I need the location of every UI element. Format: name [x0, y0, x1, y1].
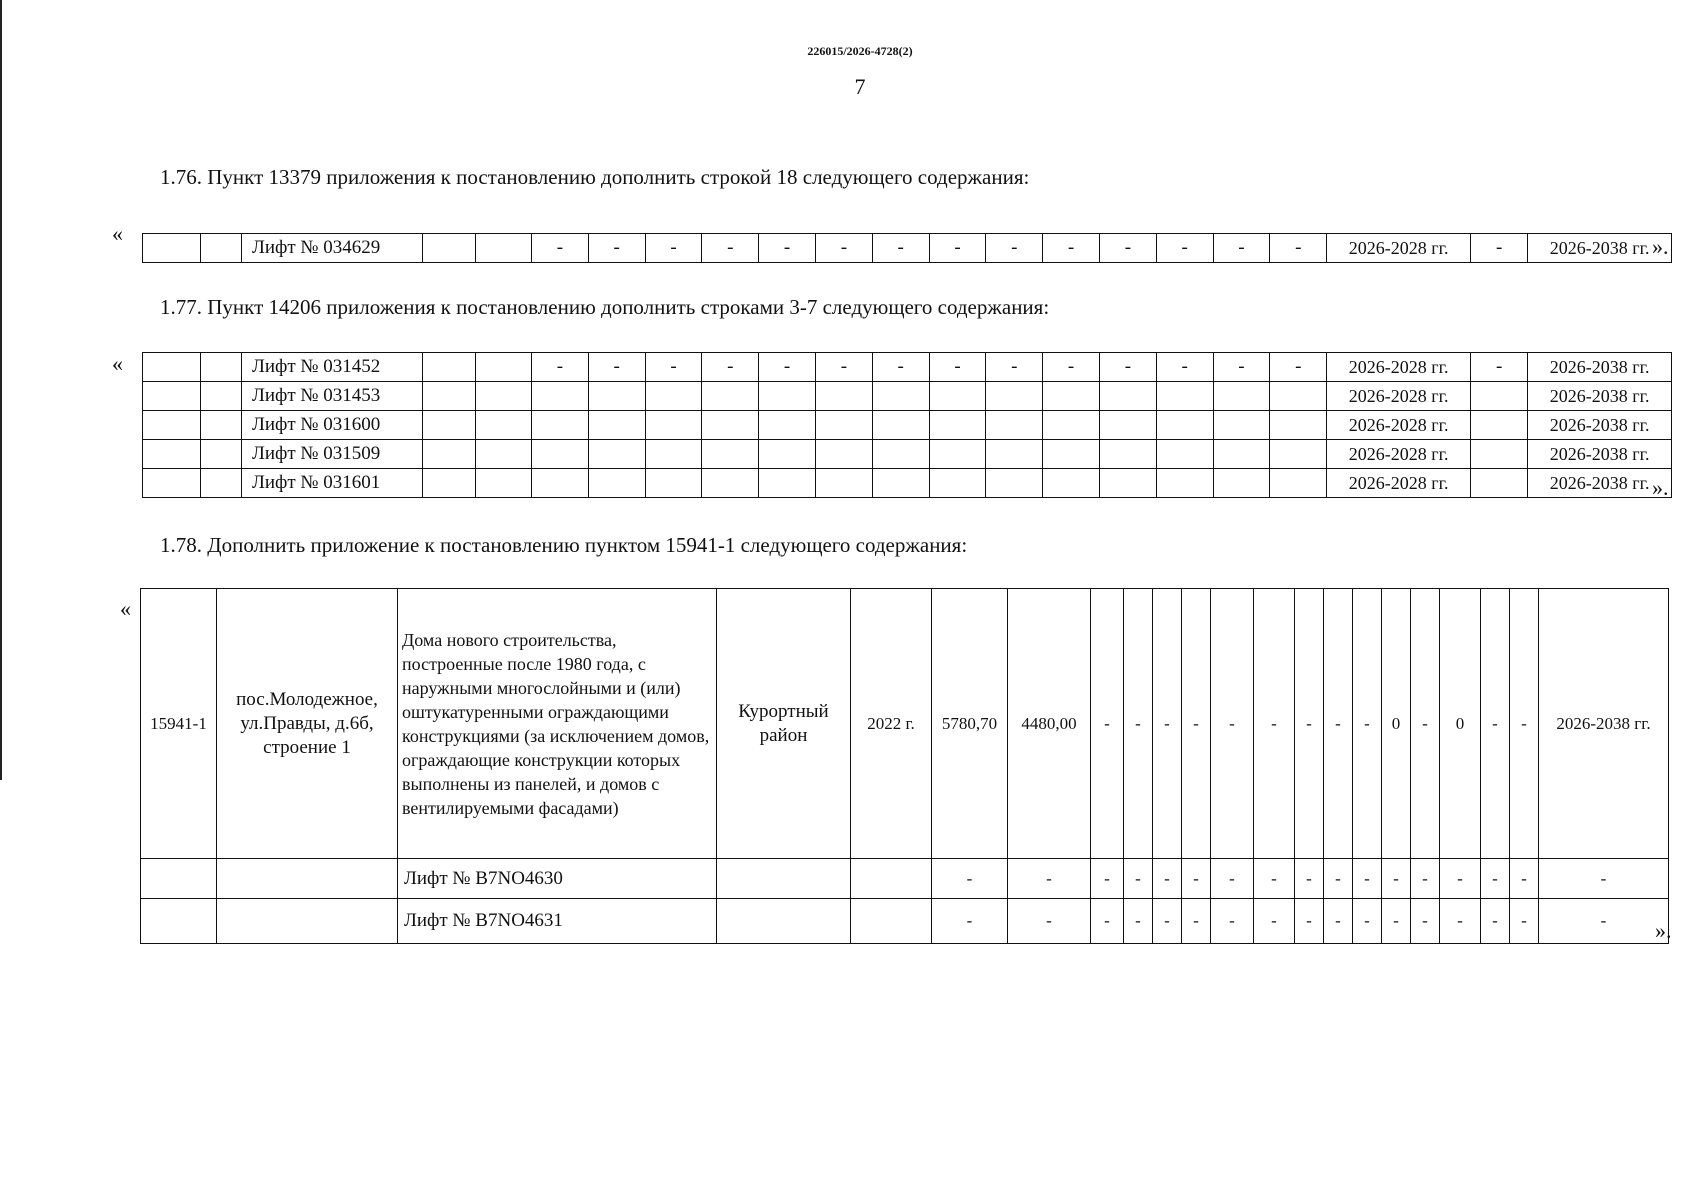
area-cell: 4480,00	[1008, 589, 1091, 859]
table-cell	[645, 411, 702, 440]
period-cell: 2026-2038 гг.	[1528, 469, 1672, 498]
table-cell: -	[1211, 859, 1254, 899]
table-cell	[423, 234, 476, 263]
table-cell	[201, 469, 242, 498]
table-cell: -	[1481, 899, 1510, 944]
table-cell	[1099, 411, 1156, 440]
table-1-77	[142, 352, 1672, 498]
table-cell	[759, 411, 816, 440]
table-cell: -	[532, 353, 589, 382]
table-cell: -	[1440, 859, 1481, 899]
table-row	[143, 411, 1672, 440]
close-quote: ».	[1655, 918, 1672, 943]
table-cell	[702, 469, 759, 498]
table-cell	[1213, 382, 1270, 411]
table-cell	[815, 382, 872, 411]
period-cell: 2026-2038 гг.	[1528, 234, 1672, 263]
table-cell: -	[1182, 899, 1211, 944]
table-cell: -	[1382, 859, 1411, 899]
table-cell: -	[1213, 353, 1270, 382]
table-cell: -	[1099, 234, 1156, 263]
table-cell	[872, 382, 929, 411]
table-cell: -	[986, 234, 1043, 263]
open-quote: «	[112, 351, 123, 376]
table-cell	[1471, 469, 1528, 498]
table-cell: -	[1324, 899, 1353, 944]
table-cell: -	[759, 234, 816, 263]
table-cell	[815, 469, 872, 498]
district-cell: Курортный район	[717, 589, 851, 859]
table-cell: -	[1295, 589, 1324, 859]
table-cell	[986, 382, 1043, 411]
lift-name-cell: Лифт № B7NO4630	[398, 859, 717, 899]
table-cell	[872, 411, 929, 440]
table-cell	[1156, 411, 1213, 440]
area-cell: -	[932, 899, 1008, 944]
table-cell: -	[1182, 859, 1211, 899]
table-cell	[759, 440, 816, 469]
table-cell	[645, 440, 702, 469]
table-cell: -	[1043, 353, 1100, 382]
table-cell: -	[1353, 859, 1382, 899]
table-cell	[1213, 469, 1270, 498]
period-cell: 2026-2038 гг.	[1528, 382, 1672, 411]
description-cell: Дома нового строительства, построенные после 1980 года, с наружными многослойными и (или) оштукатуренными ограждающими конструкциями (за исключением домов, ограждающие конструкции которых выполнены из панелей, и домов с вентилируемыми фасадами)	[398, 589, 717, 859]
table-row	[143, 234, 1672, 263]
table-cell	[872, 440, 929, 469]
lift-name-cell: Лифт № 031453	[242, 382, 423, 411]
table-cell: -	[1295, 899, 1324, 944]
table-cell	[1043, 382, 1100, 411]
table-cell	[717, 899, 851, 944]
table-cell: -	[815, 353, 872, 382]
close-quote: ».	[1652, 475, 1669, 500]
table-cell	[1043, 440, 1100, 469]
table-cell	[1099, 382, 1156, 411]
table-cell	[1270, 440, 1327, 469]
open-quote: «	[120, 596, 131, 621]
table-cell	[851, 899, 932, 944]
table-cell: -	[1440, 899, 1481, 944]
table-cell	[217, 899, 398, 944]
period-cell: 2026-2038 гг.	[1528, 353, 1672, 382]
table-cell: -	[1124, 859, 1153, 899]
period-cell: 2026-2038 гг.	[1528, 440, 1672, 469]
table-cell	[1270, 382, 1327, 411]
table-cell: -	[1043, 234, 1100, 263]
table-cell	[815, 440, 872, 469]
table-cell	[1471, 382, 1528, 411]
table-cell: -	[1382, 899, 1411, 944]
table-cell: -	[1091, 589, 1124, 859]
period-cell: 2026-2028 гг.	[1327, 382, 1471, 411]
table-cell: -	[1411, 899, 1440, 944]
table-cell	[1471, 440, 1528, 469]
table-cell: -	[1254, 899, 1295, 944]
table-cell: -	[1156, 353, 1213, 382]
address-cell: пос.Молодежное, ул.Правды, д.6б, строение 1	[217, 589, 398, 859]
table-cell: -	[1153, 899, 1182, 944]
table-cell	[759, 382, 816, 411]
table-row	[141, 899, 1669, 944]
table-cell	[141, 859, 217, 899]
table-cell	[717, 859, 851, 899]
table-cell	[201, 234, 242, 263]
table-row	[141, 859, 1669, 899]
table-cell: -	[532, 234, 589, 263]
table-cell: -	[815, 234, 872, 263]
table-cell: -	[1153, 589, 1182, 859]
table-cell: -	[1124, 589, 1153, 859]
period-cell: 2026-2028 гг.	[1327, 353, 1471, 382]
table-cell	[423, 411, 476, 440]
table-cell	[645, 382, 702, 411]
lift-name-cell: Лифт № 031452	[242, 353, 423, 382]
table-cell	[702, 382, 759, 411]
table-cell: -	[1353, 899, 1382, 944]
table-cell	[1270, 469, 1327, 498]
period-cell: 2026-2028 гг.	[1327, 469, 1471, 498]
table-cell	[588, 382, 645, 411]
area-cell: -	[1008, 899, 1091, 944]
table-cell: -	[1153, 859, 1182, 899]
table-cell	[929, 440, 986, 469]
period-cell: 2026-2028 гг.	[1327, 411, 1471, 440]
table-cell	[588, 469, 645, 498]
table-cell: -	[1481, 589, 1510, 859]
table-cell: -	[645, 234, 702, 263]
paragraph-1-77: 1.77. Пункт 14206 приложения к постановлению дополнить строками 3-7 следующего содержания:	[160, 295, 1050, 319]
table-cell	[986, 411, 1043, 440]
table-cell: -	[986, 353, 1043, 382]
paragraph-1-76: 1.76. Пункт 13379 приложения к постановлению дополнить строкой 18 следующего содержания:	[160, 165, 1030, 189]
table-cell	[759, 469, 816, 498]
table-cell	[1043, 411, 1100, 440]
table-cell	[851, 859, 932, 899]
lift-name-cell: Лифт № 031509	[242, 440, 423, 469]
table-cell	[423, 469, 476, 498]
table-cell	[1213, 411, 1270, 440]
table-cell: -	[1270, 234, 1327, 263]
table-cell: -	[929, 353, 986, 382]
table-cell	[141, 899, 217, 944]
item-number-cell: 15941-1	[141, 589, 217, 859]
table-cell: -	[1324, 589, 1353, 859]
table-cell: -	[1510, 859, 1539, 899]
table-cell: 0	[1440, 589, 1481, 859]
table-cell	[476, 440, 532, 469]
table-cell: -	[1270, 353, 1327, 382]
year-cell: 2022 г.	[851, 589, 932, 859]
table-cell: -	[1510, 589, 1539, 859]
table-cell	[1156, 469, 1213, 498]
area-cell: -	[932, 859, 1008, 899]
area-cell: 5780,70	[932, 589, 1008, 859]
table-cell: -	[759, 353, 816, 382]
table-row	[143, 382, 1672, 411]
table-cell	[702, 411, 759, 440]
table-cell	[588, 411, 645, 440]
table-cell	[143, 382, 201, 411]
lift-name-cell: Лифт № 031600	[242, 411, 423, 440]
table-cell	[532, 382, 589, 411]
table-cell	[929, 411, 986, 440]
lift-name-cell: Лифт № 031601	[242, 469, 423, 498]
table-cell	[1213, 440, 1270, 469]
table-cell	[143, 440, 201, 469]
period-cell: 2026-2038 гг.	[1528, 411, 1672, 440]
table-cell	[986, 469, 1043, 498]
table-cell	[201, 353, 242, 382]
table-cell	[1270, 411, 1327, 440]
area-cell: -	[1008, 859, 1091, 899]
lift-name-cell: Лифт № B7NO4631	[398, 899, 717, 944]
table-cell: -	[1353, 589, 1382, 859]
table-cell	[143, 411, 201, 440]
table-cell: -	[1481, 859, 1510, 899]
table-cell: -	[1091, 899, 1124, 944]
table-cell	[929, 469, 986, 498]
table-cell: -	[702, 234, 759, 263]
table-cell	[1156, 382, 1213, 411]
table-cell: -	[588, 353, 645, 382]
table-row	[143, 440, 1672, 469]
table-cell: -	[1471, 353, 1528, 382]
table-cell	[1099, 440, 1156, 469]
table-cell	[201, 411, 242, 440]
table-cell	[476, 353, 532, 382]
period-cell: 2026-2028 гг.	[1327, 440, 1471, 469]
table-cell: -	[1091, 859, 1124, 899]
table-cell: -	[872, 234, 929, 263]
table-cell	[143, 353, 201, 382]
table-cell: -	[1124, 899, 1153, 944]
table-cell: -	[645, 353, 702, 382]
table-cell: -	[702, 353, 759, 382]
table-cell	[1099, 469, 1156, 498]
table-cell	[532, 469, 589, 498]
table-cell	[815, 411, 872, 440]
table-cell: -	[1411, 859, 1440, 899]
table-cell	[476, 411, 532, 440]
table-cell	[872, 469, 929, 498]
table-cell: -	[1254, 859, 1295, 899]
table-cell	[1156, 440, 1213, 469]
table-cell	[532, 440, 589, 469]
table-cell	[143, 234, 201, 263]
table-cell: -	[1156, 234, 1213, 263]
table-cell	[201, 382, 242, 411]
table-cell: -	[872, 353, 929, 382]
table-cell	[702, 440, 759, 469]
table-cell: -	[1471, 234, 1528, 263]
table-cell	[143, 469, 201, 498]
table-cell: -	[1211, 589, 1254, 859]
table-cell	[1471, 411, 1528, 440]
paragraph-1-78: 1.78. Дополнить приложение к постановлению пунктом 15941-1 следующего содержания:	[160, 533, 968, 557]
table-cell	[423, 382, 476, 411]
table-cell: -	[1295, 859, 1324, 899]
table-cell: -	[1411, 589, 1440, 859]
period-cell: 2026-2028 гг.	[1327, 234, 1471, 263]
table-row	[143, 353, 1672, 382]
period-cell: 2026-2038 гг.	[1539, 589, 1669, 859]
table-cell: -	[1182, 589, 1211, 859]
close-quote: ».	[1652, 234, 1669, 259]
lift-name-cell: Лифт № 034629	[242, 234, 423, 263]
table-cell: -	[1510, 899, 1539, 944]
table-cell: -	[1213, 234, 1270, 263]
table-row	[141, 589, 1669, 859]
table-cell	[588, 440, 645, 469]
table-cell	[532, 411, 589, 440]
period-cell: -	[1539, 859, 1669, 899]
page-edge-line	[0, 0, 2, 780]
table-cell	[476, 382, 532, 411]
table-cell	[476, 234, 532, 263]
open-quote: «	[112, 221, 123, 246]
period-cell: -	[1539, 899, 1669, 944]
table-cell: -	[588, 234, 645, 263]
table-cell: -	[1211, 899, 1254, 944]
table-cell	[645, 469, 702, 498]
table-row	[143, 469, 1672, 498]
table-cell: -	[1099, 353, 1156, 382]
page-number: 7	[854, 74, 866, 99]
table-cell	[217, 859, 398, 899]
table-cell	[929, 382, 986, 411]
table-cell	[201, 440, 242, 469]
table-cell	[986, 440, 1043, 469]
table-cell: 0	[1382, 589, 1411, 859]
table-cell	[423, 440, 476, 469]
table-1-76	[142, 233, 1672, 263]
table-cell	[476, 469, 532, 498]
table-cell: -	[1254, 589, 1295, 859]
table-1-78	[140, 588, 1669, 944]
table-cell: -	[1324, 859, 1353, 899]
table-cell: -	[929, 234, 986, 263]
table-cell	[1043, 469, 1100, 498]
document-number: 226015/2026-4728(2)	[807, 44, 913, 58]
table-cell	[423, 353, 476, 382]
